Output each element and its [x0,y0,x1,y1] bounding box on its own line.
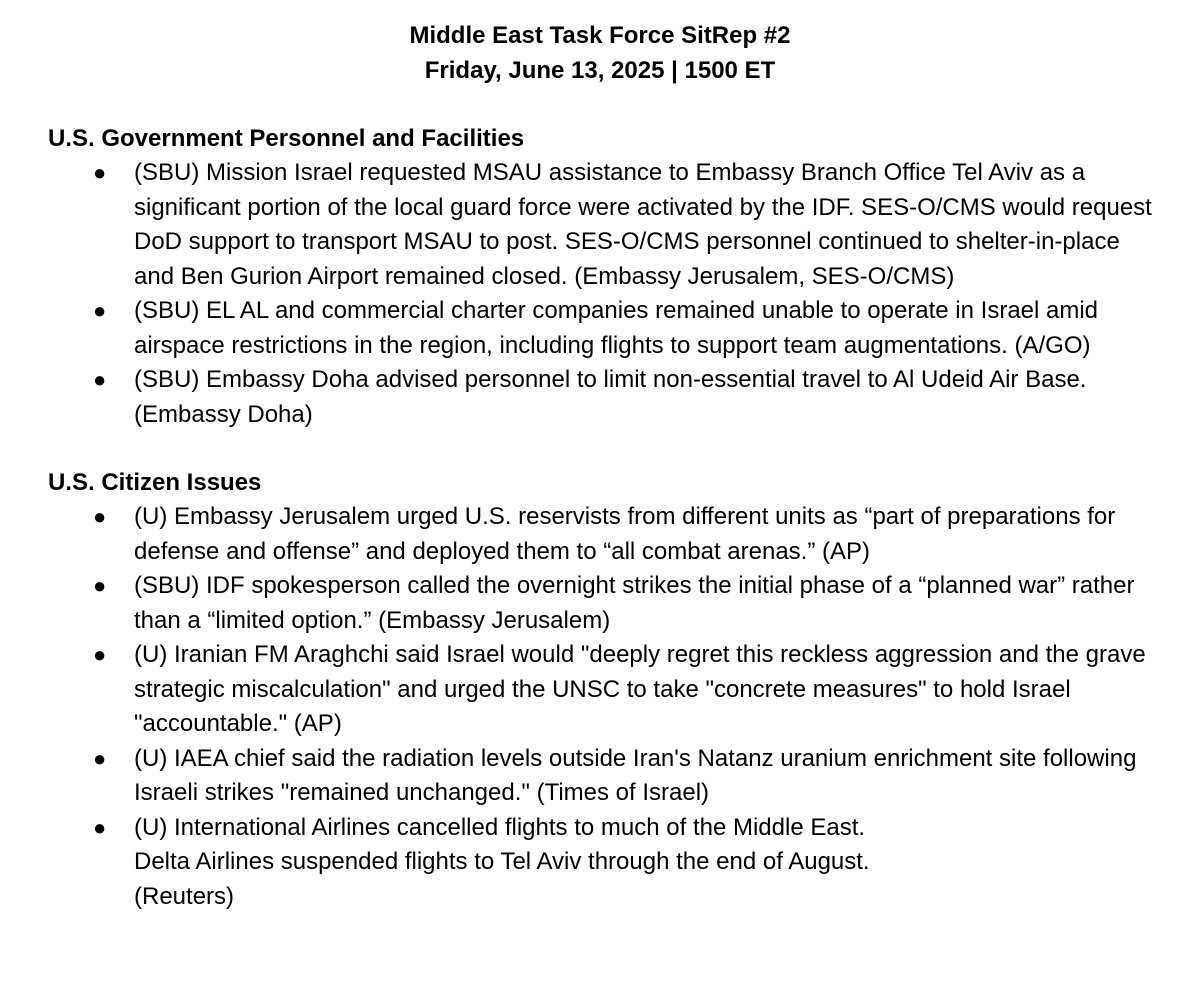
list-item-text: (U) Iranian FM Araghchi said Israel would "deeply regret this reckless aggression and the grave strategic miscalculation" and urged the UNSC to take "concrete measures" to hold Israel "accountable." (AP) [134,641,1146,737]
list-item [48,363,1160,432]
list-item [48,811,1160,915]
bullet-icon: ● [93,573,107,598]
list-item-line: Delta Airlines suspended flights to Tel Aviv through the end of August. [134,848,870,875]
section-title: U.S. Citizen Issues [48,469,262,496]
document-header [40,18,1160,88]
list-item [48,742,1160,811]
bullet-icon: ● [93,745,107,771]
list-item-text: (U) IAEA chief said the radiation levels outside Iran's Natanz uranium enrichment site following Israeli strikes "remained unchanged." (Times of Israel) [134,744,1137,806]
bullet-icon: ● [93,814,107,840]
list-item [48,294,1160,363]
bullet-icon: ● [93,160,107,185]
section-title: U.S. Government Personnel and Facilities [48,125,525,152]
bullet-icon: ● [93,367,107,392]
list-item-text: (SBU) IDF spokesperson called the overnight strikes the initial phase of a “planned war” rather than a “limited option.” (Embassy Jerusalem) [134,572,1135,634]
list-item-line: (U) International Airlines cancelled flights to much of the Middle East. [134,813,866,841]
document-title: Middle East Task Force SitRep #2 [409,22,791,49]
list-item [48,569,1160,638]
list-item [48,638,1160,742]
list-item-text: (SBU) EL AL and commercial charter companies remained unable to operate in Israel amid airspace restrictions in the region, including flights to support team augmentations. (A/GO) [134,297,1099,359]
bullet-list [48,500,1160,914]
list-item [48,500,1160,569]
section-usg-personnel [48,122,1160,432]
document-date-line: Friday, June 13, 2025 | 1500 ET [424,57,776,84]
bullet-icon: ● [93,504,107,529]
bullet-list [48,156,1160,432]
list-item-text: (SBU) Embassy Doha advised personnel to limit non-essential travel to Al Udeid Air Base. (Embassy Doha) [134,366,1087,428]
list-item [48,156,1160,294]
section-us-citizen-issues [48,466,1160,914]
list-item-line: (Reuters) [134,882,235,910]
list-item-text: (U) Embassy Jerusalem urged U.S. reservists from different units as “part of preparations for defense and offense” and deployed them to “all combat arenas.” (AP) [134,503,1116,565]
bullet-icon: ● [93,642,107,667]
list-item-text: (SBU) Mission Israel requested MSAU assistance to Embassy Branch Office Tel Aviv as a significant portion of the local guard force were activated by the IDF. SES-O/CMS would request DoD support to transport MSAU to post. SES-O/CMS personnel continued to shelter-in-place and Ben Gurion Airport remained closed. (Embassy Jerusalem, SES-O/CMS) [134,159,1152,290]
bullet-icon: ● [93,298,107,323]
